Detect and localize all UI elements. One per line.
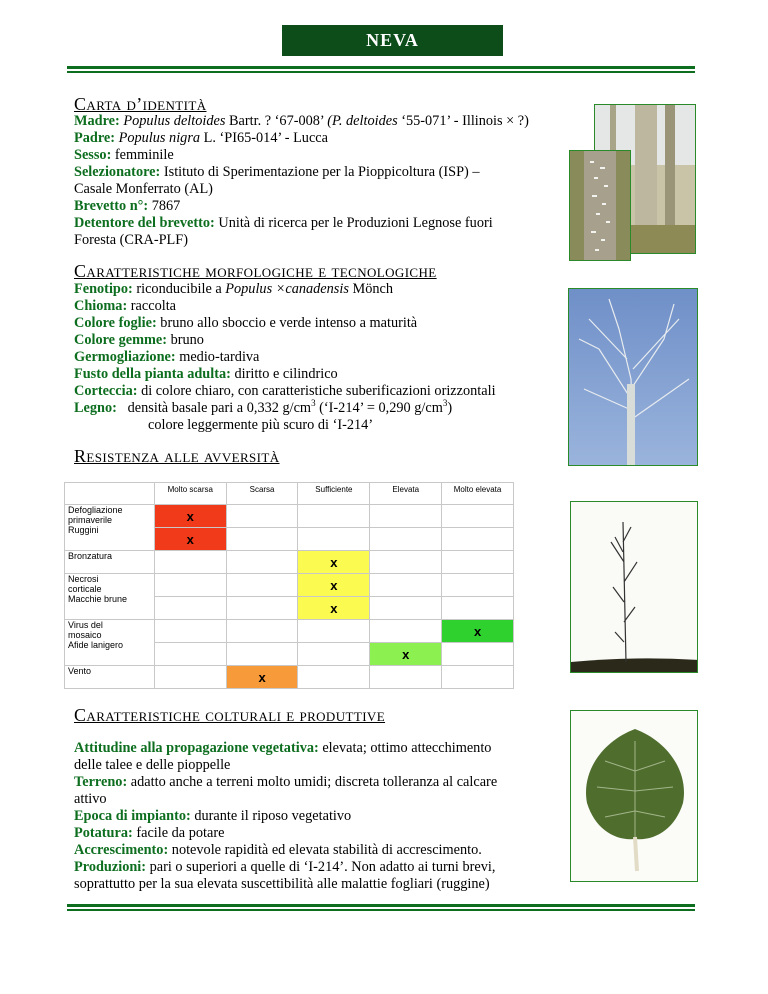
col-header: Molto elevata — [442, 483, 514, 505]
col-header: Elevata — [370, 483, 442, 505]
row-label-necrosi: Necrosi corticale Macchie brune — [65, 574, 155, 620]
identity-heading: Carta d’identità — [74, 94, 207, 114]
bark-closeup-photo — [569, 150, 631, 261]
identity-block: Madre: Populus deltoides Bartr. ? ‘67-008’ (P. deltoides ‘55-071’ - Illinois × ?) Padre: Populus nigra L. ‘PI65-014’ - Lucca Sesso: femminile Selezionatore: Istituto di Sperimentazione per la Pioppicoltura (ISP) – Casale Monferrato (AL) Brevetto n°: 7867 Detentore del brevetto: Unità di ricerca per le Produzioni Legnose fuori Foresta (CRA-PLF) — [74, 113, 529, 248]
rating-mark: x — [154, 505, 226, 528]
resistance-table — [64, 482, 514, 689]
row-label-virus: Virus del mosaico Afide lanigero — [65, 620, 155, 666]
row-label-defogliazione: Defogliazione primaverile Ruggini — [65, 505, 155, 551]
row-label-vento: Vento — [65, 666, 155, 689]
rating-mark: x — [298, 597, 370, 620]
leaf-photo — [570, 710, 698, 882]
crown-photo — [568, 288, 698, 466]
col-header: Molto scarsa — [154, 483, 226, 505]
rating-mark: x — [298, 574, 370, 597]
row-label-bronzatura: Bronzatura — [65, 551, 155, 574]
rating-mark: x — [226, 666, 298, 689]
morpho-block: Fenotipo: riconducibile a Populus ×canadensis Mönch Chioma: raccolta Colore foglie: bruno allo sboccio e verde intenso a maturità Colore gemme: bruno Germogliazione: medio-tardiva Fusto della pianta adulta: diritto e cilindrico Corteccia: di colore chiaro, con caratteristiche suberificazioni orizzontali Legno: densità basale pari a 0,332 $g/cm^3$ (‘I-214’ = 0,290 $g/cm^3$) colore leggermente più scuro di ‘I-214’ — [74, 281, 496, 433]
cultural-block: Attitudine alla propagazione vegetativa: elevata; ottimo attecchimento delle talee e delle pioppelle Terreno: adatto anche a terreni molto umidi; discreta tolleranza al calcare attivo Epoca di impianto: durante il riposo vegetativo Potatura: facile da potare Accrescimento: notevole rapidità ed elevata stabilità di accrescimento. Produzioni: pari o superiori a quelle di ‘I-214’. Non adatto ai turni brevi, soprattutto per la sua elevata suscettibilità alle malattie fogliari (ruggine) — [74, 740, 498, 892]
rating-mark: x — [154, 528, 226, 551]
top-divider — [67, 66, 695, 73]
morpho-heading: Caratteristiche morfologiche e tecnologiche — [74, 261, 437, 281]
rating-mark: x — [298, 551, 370, 574]
col-header: Sufficiente — [298, 483, 370, 505]
resist-heading: Resistenza alle avversità — [74, 446, 280, 466]
page-title: NEVA — [282, 25, 503, 56]
rating-mark: x — [442, 620, 514, 643]
rating-mark: x — [370, 643, 442, 666]
young-tree-photo — [570, 501, 698, 673]
col-header: Scarsa — [226, 483, 298, 505]
bottom-divider — [67, 904, 695, 911]
cultural-heading: Caratteristiche colturali e produttive — [74, 705, 386, 725]
